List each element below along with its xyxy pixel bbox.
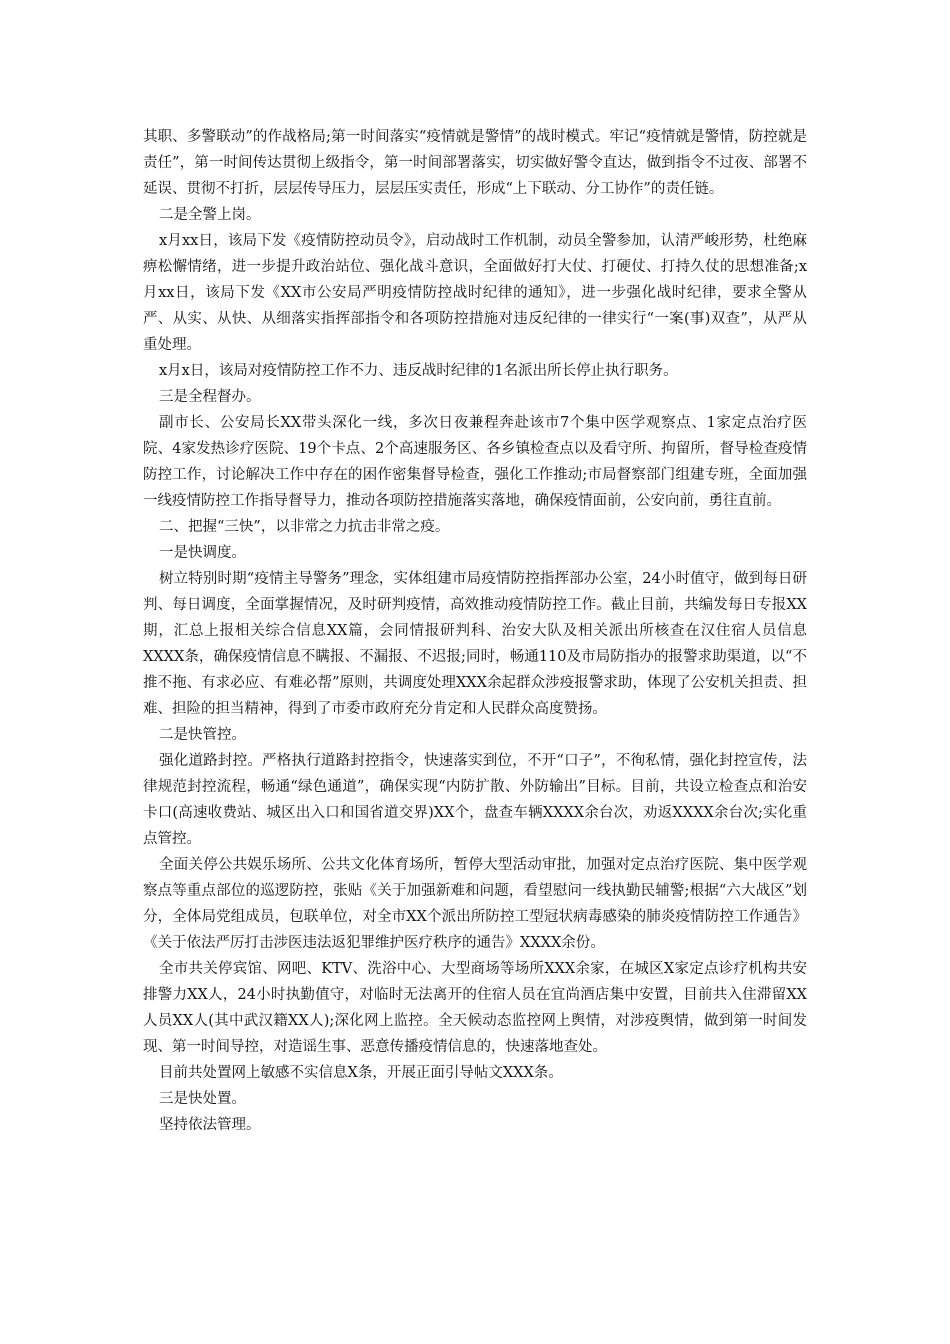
paragraph: x月x日，该局对疫情防控工作不力、违反战时纪律的1名派出所长停止执行职务。 — [159, 363, 678, 379]
paragraph-heading: 二是全警上岗。 — [159, 207, 261, 223]
paragraph: 其职、多警联动”的作战格局;第一时间落实“疫情就是警情”的战时模式。牢记“疫情就是警情，防控就是责任”，第一时间传达贯彻上级指令，第一时间部署落实，切实做好警令直达，做到指令不过夜、部署不延误、贯彻不打折，层层传导压力，层层压实责任，形成“上下联动、分工协作”的责任链。 — [143, 129, 807, 197]
section-heading: 二、把握“三快”，以非常之力抗击非常之疫。 — [159, 519, 450, 535]
paragraph: 全市共关停宾馆、网吧、KTV、洗浴中心、大型商场等场所XXX余家，在城区X家定点诊疗机构共安排警力XX人，24小时执勤值守，对临时无法离开的住宿人员在宜尚酒店集中安置，目前共入住滞留XX人员XX人(其中武汉籍XX人);深化网上监控。全天候动态监控网上舆情，对涉疫舆情，做到第一时间发现、第一时间导控，对造谣生事、恶意传播疫情信息的，快速落地查处。 — [143, 961, 807, 1055]
paragraph: 树立特别时期“疫情主导警务”理念，实体组建市局疫情防控指挥部办公室，24小时值守，做到每日研判、每日调度，全面掌握情况，及时研判疫情，高效推动疫情防控工作。截止目前，共编发每日专报XX期，汇总上报相关综合信息XX篇，会同情报研判科、治安大队及相关派出所核查在汉住宿人员信息XXXX条，确保疫情信息不瞒报、不漏报、不迟报;同时，畅通110及市局防指办的报警求助渠道，以“不推不拖、有求必应、有难必帮”原则，共调度处理XXX余起群众涉疫报警求助，体现了公安机关担责、担难、担险的担当精神，得到了市委市政府充分肯定和人民群众高度赞扬。 — [143, 571, 807, 717]
paragraph-heading: 一是快调度。 — [159, 545, 246, 561]
document-body — [143, 124, 807, 1138]
paragraph: 坚持依法管理。 — [159, 1117, 261, 1133]
paragraph: 目前共处置网上敏感不实信息X条，开展正面引导帖文XXX条。 — [159, 1065, 563, 1081]
paragraph-heading: 三是快处置。 — [159, 1091, 246, 1107]
paragraph: x月xx日，该局下发《疫情防控动员令》，启动战时工作机制，动员全警参加，认清严峻形势，杜绝麻痹松懈情绪，进一步提升政治站位、强化战斗意识，全面做好打大仗、打硬仗、打持久仗的思想准备;x月xx日，该局下发《XX市公安局严明疫情防控战时纪律的通知》，进一步强化战时纪律，要求全警从严、从实、从快、从细落实指挥部指令和各项防控措施对违反纪律的一律实行“一案(事)双查”，从严从重处理。 — [143, 233, 807, 353]
paragraph: 副市长、公安局长XX带头深化一线，多次日夜兼程奔赴该市7个集中医学观察点、1家定点治疗医院、4家发热诊疗医院、19个卡点、2个高速服务区、各乡镇检查点以及看守所、拘留所，督导检查疫情防控工作，讨论解决工作中存在的困作密集督导检查，强化工作推动;市局督察部门组建专班，全面加强一线疫情防控工作指导督导力，推动各项防控措施落实落地，确保疫情面前，公安向前，勇往直前。 — [143, 415, 807, 509]
paragraph-heading: 二是快管控。 — [159, 727, 246, 743]
paragraph-heading: 三是全程督办。 — [159, 389, 261, 405]
paragraph: 强化道路封控。严格执行道路封控指令，快速落实到位，不开“口子”，不徇私情，强化封控宣传，法律规范封控流程，畅通“绿色通道”，确保实现“内防扩散、外防输出”目标。目前，共设立检查点和治安卡口(高速收费站、城区出入口和国省道交界)XX个，盘查车辆XXXX余台次，劝返XXXX余台次;实化重点管控。 — [143, 753, 807, 847]
paragraph: 全面关停公共娱乐场所、公共文化体育场所，暂停大型活动审批，加强对定点治疗医院、集中医学观察点等重点部位的巡逻防控，张贴《关于加强新难和问题，看望慰问一线执勤民辅警;根据“六大战区”划分，全体局党组成员，包联单位，对全市XX个派出所防控工型冠状病毒感染的肺炎疫情防控工作通告》《关于依法严厉打击涉医违法返犯罪维护医疗秩序的通告》XXXX余份。 — [143, 857, 807, 951]
